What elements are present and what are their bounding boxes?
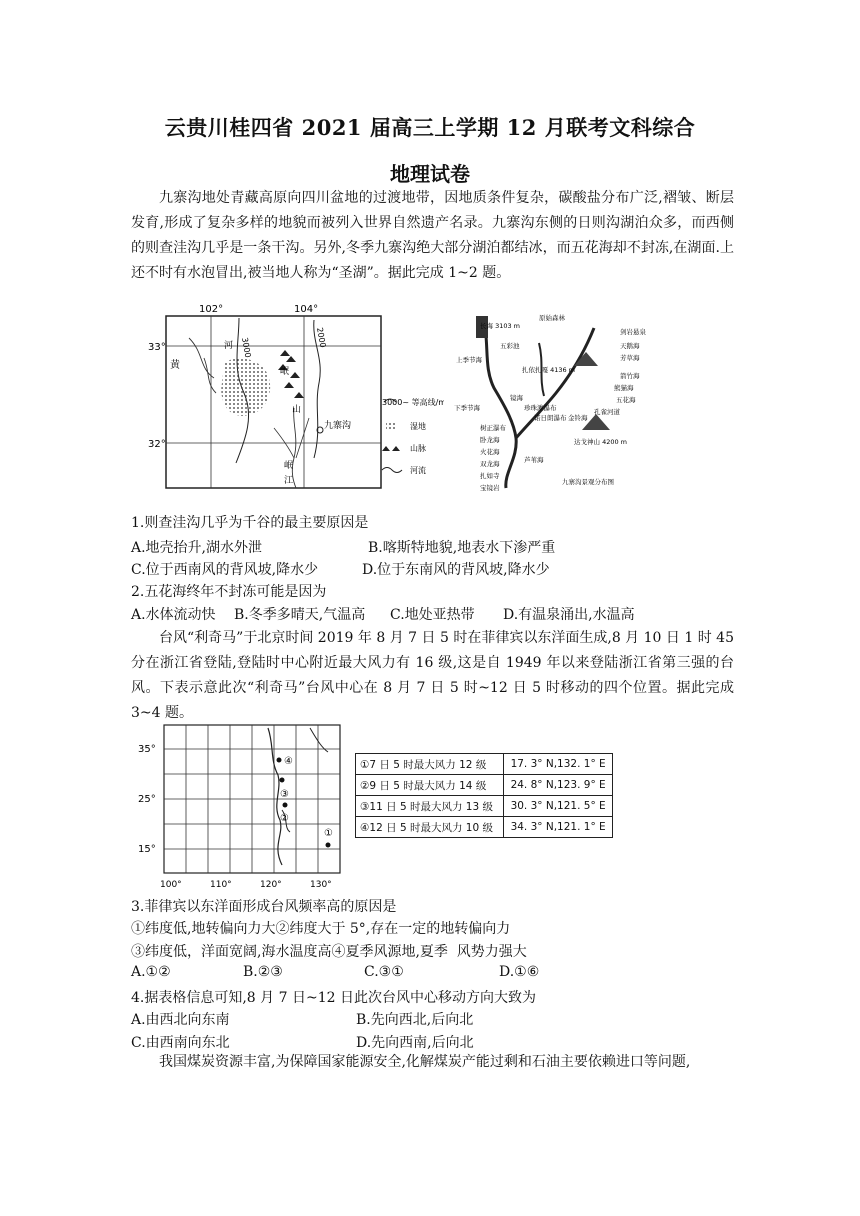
q1-option-d[interactable]: D.位于东南风的背风坡,降水少 — [362, 562, 550, 578]
table-cell-position: 17. 3° N,132. 1° E — [504, 754, 613, 775]
lat-label-32: 32° — [148, 439, 166, 450]
label-jiuzhaigou: 九寨沟 — [324, 421, 352, 431]
lon-label-110: 110° — [210, 880, 232, 890]
table-row — [356, 775, 613, 796]
lat-label-35: 35° — [138, 744, 156, 755]
lon-label-130: 130° — [310, 880, 332, 890]
marker-3-label: ③ — [280, 789, 289, 800]
map1-legend — [382, 397, 444, 475]
label-wucaichi: 五彩池 — [500, 342, 520, 350]
q2-option-a[interactable]: A.水体流动快 — [131, 607, 216, 623]
table-row — [356, 796, 613, 817]
label-changhai: 长海 3103 m — [480, 322, 521, 330]
label-jiang: 江 — [284, 476, 294, 486]
q2-stem: 2.五花海终年不封冻可能是因为 — [131, 584, 327, 600]
table-cell-label: ②9 日 5 时最大风力 14 级 — [356, 775, 504, 796]
q4-option-a[interactable]: A.由西北向东南 — [131, 1012, 230, 1028]
label-jinling: 金铃海 — [568, 414, 588, 422]
label-jianzhu: 箭竹海 — [620, 372, 640, 380]
jiuzhaigou-scenic-map — [444, 298, 744, 498]
label-min-2: 岷 — [284, 461, 294, 471]
page-title: 云贵川桂四省 2021 届高三上学期 12 月联考文科综合 — [164, 115, 696, 140]
intro-paragraph-3: 我国煤炭资源丰富,为保障国家能源安全,化解煤炭产能过剩和石油主要依赖进口等问题, — [159, 1054, 691, 1070]
label-zhayi: 扎依扎嘎 4136 m — [522, 366, 576, 374]
table-row — [356, 817, 613, 838]
q3-statement-line-2: ③纬度低，洋面宽阔,海水温度高④夏季风源地,夏季 风势力强大 — [131, 944, 527, 960]
q2-option-b[interactable]: B.冬季多晴天,气温高 — [234, 607, 366, 623]
legend-contour: 3000~ 等高线/m — [382, 398, 444, 407]
label-xiajijiehai: 下季节海 — [454, 404, 480, 412]
label-fangcao: 芳草海 — [620, 354, 640, 362]
legend-river: 河流 — [410, 466, 426, 475]
table-cell-position: 34. 3° N,121. 1° E — [504, 817, 613, 838]
marker-4-label: ④ — [284, 756, 293, 767]
label-huohua: 火花海 — [480, 448, 500, 456]
marker-1-label: ① — [324, 828, 333, 839]
lat-label-25: 25° — [138, 794, 156, 805]
intro-paragraph-1: 九寨沟地处青藏高原向四川盆地的过渡地带，因地质条件复杂，碳酸盐分布广泛,褶皱、断层发育,形成了复杂多样的地貌而被列入世界自然遗产名录。九寨沟东侧的日则沟湖泊众多，而西侧的则查洼沟几乎是一条干沟。另外,冬季九寨沟绝大部分湖泊都结冰，而五花海却不封冻,在湖面.上还不时有水泡冒出,被当地人称为“圣湖”。据此完成 1~2 题。 — [131, 190, 734, 281]
label-xiongmao: 熊猫海 — [614, 384, 634, 392]
terrain-map — [144, 298, 444, 498]
page-subtitle: 地理试卷 — [390, 162, 470, 186]
q1-option-c[interactable]: C.位于西南风的背风坡,降水少 — [131, 562, 319, 578]
typhoon-position-3 — [280, 778, 285, 783]
label-forest: 原始森林 — [539, 314, 565, 322]
label-huang: 黄 — [170, 360, 180, 371]
lon-label-102: 102° — [199, 304, 224, 315]
lat-label-15: 15° — [138, 844, 156, 855]
label-tiane: 天鹅海 — [620, 342, 640, 350]
lon-label-104: 104° — [294, 304, 319, 315]
q3-option-c[interactable]: C.③① — [364, 964, 404, 980]
q1-stem: 1.则查洼沟几乎为千谷的最主要原因是 — [131, 515, 369, 531]
typhoon-position-table — [355, 753, 613, 838]
label-he: 河 — [224, 341, 234, 351]
label-shangjijiehai: 上季节海 — [456, 356, 482, 364]
label-zharusi: 扎如寺 — [480, 472, 500, 480]
map2-caption: 九寨沟景观分布图 — [562, 478, 614, 486]
q4-option-c[interactable]: C.由西南向东北 — [131, 1035, 230, 1051]
q4-option-d[interactable]: D.先向西南,后向北 — [356, 1035, 474, 1051]
label-min: 岷 — [280, 367, 290, 377]
q3-option-a[interactable]: A.①② — [131, 964, 171, 980]
typhoon-track-map — [132, 720, 352, 890]
lon-label-100: 100° — [160, 880, 182, 890]
marker-2-label: ② — [280, 813, 289, 824]
lat-label-33: 33° — [148, 342, 166, 353]
label-wuhua: 五花海 — [616, 396, 636, 404]
q3-stem: 3.菲律宾以东洋面形成台风频率高的原因是 — [131, 899, 397, 915]
legend-mountain: 山脉 — [410, 444, 426, 453]
q3-option-d[interactable]: D.①⑥ — [499, 964, 540, 980]
label-baojingyan: 宝镜岩 — [480, 484, 500, 492]
legend-wetland: 湿地 — [410, 422, 426, 431]
q3-statement-line-1: ①纬度低,地转偏向力大②纬度大于 5°,存在一定的地转偏向力 — [131, 921, 511, 937]
label-zhenzhu: 珍珠滩瀑布 — [524, 404, 557, 412]
table-cell-label: ④12 日 5 时最大风力 10 级 — [356, 817, 504, 838]
label-dage: 达戈神山 4200 m — [574, 438, 628, 446]
contour-label-3000: 3000 — [240, 336, 253, 359]
lon-label-120: 120° — [260, 880, 282, 890]
label-luwei: 芦苇海 — [524, 456, 544, 464]
table-row — [356, 754, 613, 775]
label-shuanglong: 双龙海 — [480, 460, 500, 468]
typhoon-position-4 — [277, 758, 282, 763]
q2-option-c[interactable]: C.地处亚热带 — [390, 607, 475, 623]
label-jinghai: 镜海 — [510, 394, 523, 402]
q3-option-b[interactable]: B.②③ — [243, 964, 283, 980]
intro-paragraph-2: 台风“利奇马”于北京时间 2019 年 8 月 7 日 5 时在菲律宾以东洋面生成,8 月 10 日 1 时 45 分在浙江省登陆,登陆时中心附近最大风力有 16 级,这是自 1949 年以来登陆浙江省第三强的台风。下表示意此次“利奇马”台风中心在 8 月 7 日 5 时~12 日 5 时移动的四个位置。据此完成 3~4 题。 — [131, 630, 734, 721]
label-shan: 山 — [292, 405, 302, 415]
q2-option-d[interactable]: D.有温泉涌出,水温高 — [503, 607, 635, 623]
table-cell-label: ③11 日 5 时最大风力 13 级 — [356, 796, 504, 817]
table-cell-label: ①7 日 5 时最大风力 12 级 — [356, 754, 504, 775]
q1-option-a[interactable]: A.地壳抬升,湖水外泄 — [131, 540, 263, 556]
label-kongque: 孔雀河道 — [594, 408, 620, 416]
label-nuorilang: 诺日朗瀑布 — [534, 414, 567, 422]
typhoon-position-1 — [326, 843, 331, 848]
label-shuzheng: 树正瀑布 — [480, 424, 506, 432]
q4-stem: 4.据表格信息可知,8 月 7 日~12 日此次台风中心移动方向大致为 — [131, 990, 536, 1006]
table-cell-position: 24. 8° N,123. 9° E — [504, 775, 613, 796]
table-cell-position: 30. 3° N,121. 5° E — [504, 796, 613, 817]
wetland-area — [221, 358, 270, 416]
label-wolong: 卧龙海 — [480, 436, 500, 444]
q4-option-b[interactable]: B.先向西北,后向北 — [356, 1012, 474, 1028]
contour-label-2000: 2000 — [315, 326, 328, 349]
typhoon-position-2 — [283, 803, 288, 808]
label-jianyan: 剑岩悬泉 — [620, 328, 646, 336]
q1-option-b[interactable]: B.喀斯特地貌,地表水下渗严重 — [368, 540, 556, 556]
